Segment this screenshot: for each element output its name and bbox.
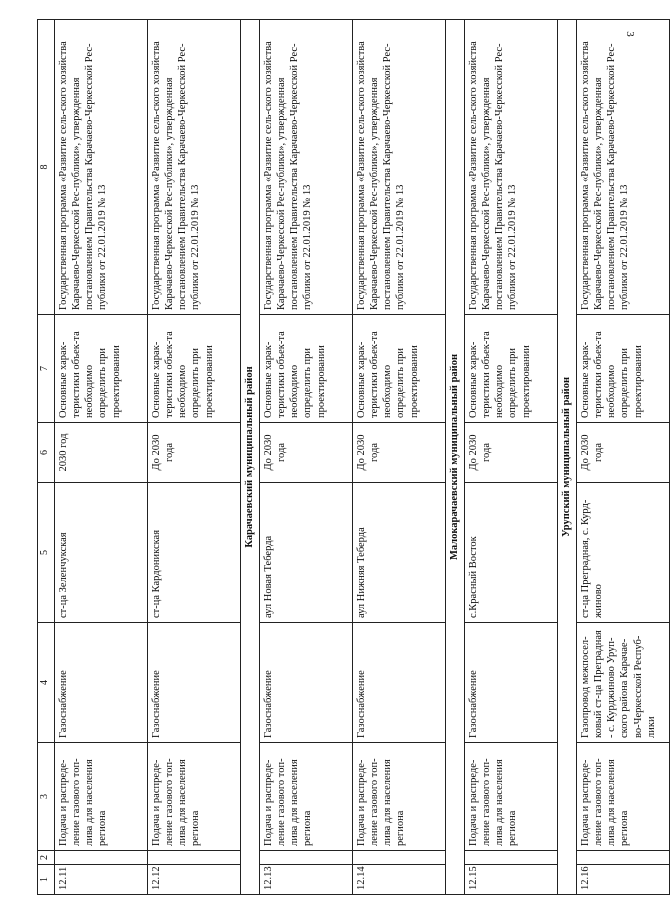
characteristics-cell: Основные харак-теристики объек-та необходимо определить при проектировании <box>577 315 670 423</box>
header-col-2: 2 <box>38 851 55 865</box>
characteristics-cell: Основные харак-теристики объек-та необходимо определить при проектировании <box>260 315 353 423</box>
basis-document-cell: Государственная программа «Развитие сель-ского хозяйства Карачаево-Черкесской Рес-публики», утвержденная постановлением Правительства Карачаево-Черкесской Рес-публики от 22.01.2019 № 13 <box>260 20 353 315</box>
page-number: 3 <box>623 31 636 37</box>
characteristics-cell: Основные харак-теристики объек-та необходимо определить при проектировании <box>55 315 148 423</box>
section-header-row <box>558 20 577 895</box>
empty-cell <box>55 851 148 865</box>
location-cell: ст-ца Зеленчукская <box>55 483 148 623</box>
empty-cell <box>465 851 558 865</box>
location-cell: аул Новая Теберда <box>260 483 353 623</box>
empty-cell <box>260 851 353 865</box>
object-name-cell: Газоснабжение <box>465 623 558 743</box>
empty-cell <box>353 851 446 865</box>
object-name-cell: Газоснабжение <box>353 623 446 743</box>
row-number-cell: 12.12 <box>148 865 241 895</box>
table-row <box>353 20 446 895</box>
basis-document-cell: Государственная программа «Развитие сель-ского хозяйства Карачаево-Черкесской Рес-публики», утвержденная постановлением Правительства Карачаево-Черкесской Рес-публики от 22.01.2019 № 13 <box>577 20 670 315</box>
basis-document-cell: Государственная программа «Развитие сель-ского хозяйства Карачаево-Черкесской Рес-публики», утвержденная постановлением Правительства Карачаево-Черкесской Рес-публики от 22.01.2019 № 13 <box>353 20 446 315</box>
row-number-cell: 12.14 <box>353 865 446 895</box>
object-name-cell: Газоснабжение <box>260 623 353 743</box>
table-body <box>55 20 670 895</box>
header-col-3: 3 <box>38 743 55 851</box>
header-col-6: 6 <box>38 423 55 483</box>
deadline-cell: До 2030 года <box>353 423 446 483</box>
row-number-cell: 12.11 <box>55 865 148 895</box>
table-row <box>55 20 148 895</box>
object-name-cell: Газоснабжение <box>55 623 148 743</box>
purpose-cell: Подача и распреде-ление газового топ-лива для населения региона <box>55 743 148 851</box>
object-name-cell: Газопровод межпосел-ковый ст-ца Преградная - с. Курджиново Уруп-ского района Карачае-во-Черкесской Респуб-лики <box>577 623 670 743</box>
characteristics-cell: Основные харак-теристики объек-та необходимо определить при проектировании <box>465 315 558 423</box>
header-col-7: 7 <box>38 315 55 423</box>
table-row <box>148 20 241 895</box>
object-name-cell: Газоснабжение <box>148 623 241 743</box>
table-row <box>465 20 558 895</box>
header-col-5: 5 <box>38 483 55 623</box>
header-col-8: 8 <box>38 20 55 315</box>
empty-cell <box>577 851 670 865</box>
section-title: Карачаевский муниципальный район <box>241 20 260 895</box>
purpose-cell: Подача и распреде-ление газового топ-лива для населения региона <box>465 743 558 851</box>
location-cell: ст-ца Преградная, с. Курд-жиново <box>577 483 670 623</box>
purpose-cell: Подача и распреде-ление газового топ-лива для населения региона <box>577 743 670 851</box>
row-number-cell: 12.13 <box>260 865 353 895</box>
empty-cell <box>148 851 241 865</box>
location-cell: с.Красный Восток <box>465 483 558 623</box>
table-row <box>577 20 670 895</box>
purpose-cell: Подача и распреде-ление газового топ-лива для населения региона <box>353 743 446 851</box>
table-row <box>260 20 353 895</box>
deadline-cell: До 2030 года <box>465 423 558 483</box>
section-header-row <box>241 20 260 895</box>
deadline-cell: До 2030 года <box>148 423 241 483</box>
location-cell: ст-ца Кардоникская <box>148 483 241 623</box>
purpose-cell: Подача и распреде-ление газового топ-лива для населения региона <box>148 743 241 851</box>
row-number-cell: 12.15 <box>465 865 558 895</box>
basis-document-cell: Государственная программа «Развитие сель-ского хозяйства Карачаево-Черкесской Рес-публики», утвержденная постановлением Правительства Карачаево-Черкесской Рес-публики от 22.01.2019 № 13 <box>148 20 241 315</box>
deadline-cell: 2030 год <box>55 423 148 483</box>
characteristics-cell: Основные харак-теристики объек-та необходимо определить при проектировании <box>353 315 446 423</box>
deadline-cell: До 2030 года <box>577 423 670 483</box>
section-title: Урупский муниципальный район <box>558 20 577 895</box>
section-title: Малокарачаевский муниципальный район <box>446 20 465 895</box>
purpose-cell: Подача и распреде-ление газового топ-лива для населения региона <box>260 743 353 851</box>
column-number-header <box>38 20 55 895</box>
characteristics-cell: Основные харак-теристики объек-та необходимо определить при проектировании <box>148 315 241 423</box>
section-header-row <box>446 20 465 895</box>
basis-document-cell: Государственная программа «Развитие сель-ского хозяйства Карачаево-Черкесской Рес-публики», утвержденная постановлением Правительства Карачаево-Черкесской Рес-публики от 22.01.2019 № 13 <box>465 20 558 315</box>
row-number-cell: 12.16 <box>577 865 670 895</box>
header-col-1: 1 <box>38 865 55 895</box>
header-col-4: 4 <box>38 623 55 743</box>
basis-document-cell: Государственная программа «Развитие сель-ского хозяйства Карачаево-Черкесской Рес-публики», утвержденная постановлением Правительства Карачаево-Черкесской Рес-публики от 22.01.2019 № 13 <box>55 20 148 315</box>
projects-table <box>37 19 670 895</box>
rotated-page <box>37 20 657 895</box>
location-cell: аул Нижняя Теберда <box>353 483 446 623</box>
deadline-cell: До 2030 года <box>260 423 353 483</box>
